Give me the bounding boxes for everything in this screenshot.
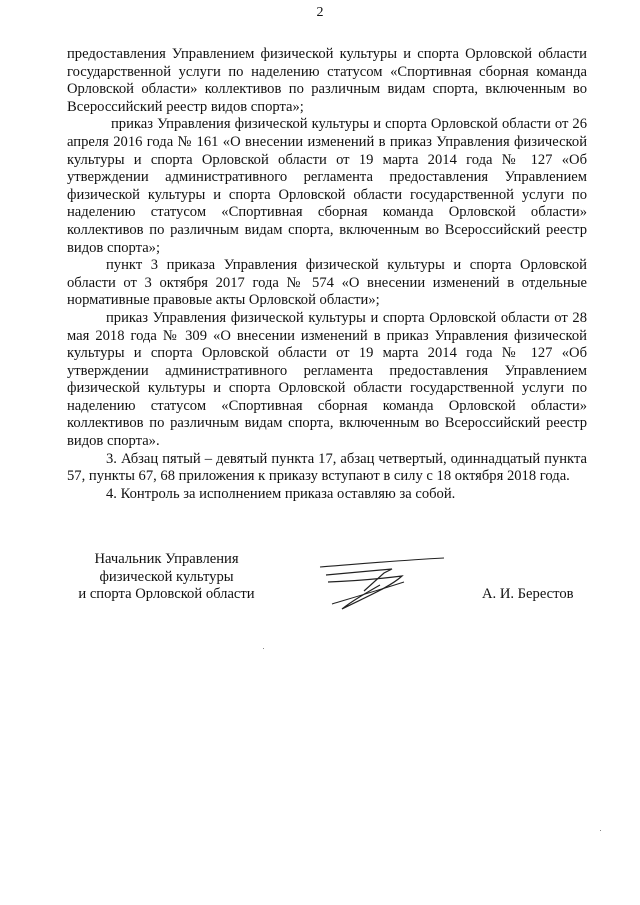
scan-speck [263,648,264,649]
paragraph-order-2016: приказ Управления физической культуры и спорта Орловской области от 26 апреля 2016 года № 161 «О внесении изменений в приказ Управления физической культуры и спорта Орловской области от 19 марта 2014 года № 127 «Об утверждении административного регламента предоставления Управлением физической культуры и спорта Орловской области государственной услуги по наделению статусом «Спортивная сборная команда Орловской области» коллективов по различным видам спорта, включенным во Всероссийский реестр видов спорта»; [67,116,587,256]
paragraph-item-4: 4. Контроль за исполнением приказа оставляю за собой. [106,485,456,502]
paragraph-continuation: предоставления Управлением физической культуры и спорта Орловской области государственной услуги по наделению статусом «Спортивная сборная команда Орловской области» коллективов по различным видам спорта, включенным во Всероссийский реестр видов спорта»; [67,46,587,115]
scan-speck [600,830,601,831]
signer-title [64,551,269,604]
paragraph-order-2017: пункт 3 приказа Управления физической культуры и спорта Орловской области от 3 октября 2017 года № 574 «О внесении изменений в отдельные нормативные правовые акты Орловской области»; [67,257,587,309]
signer-title-line: физической культуры [99,568,234,585]
signer-title-line: и спорта Орловской области [78,586,255,603]
paragraph-order-2018: приказ Управления физической культуры и спорта Орловской области от 28 мая 2018 года № 309 «О внесении изменений в приказ Управления физической культуры и спорта Орловской области от 19 марта 2014 года № 127 «Об утверждении административного регламента предоставления Управлением физической культуры и спорта Орловской области государственной услуги по наделению статусом «Спортивная сборная команда Орловской области» коллективов по различным видам спорта, включенным во Всероссийский реестр видов спорта». [67,309,587,450]
document-body [67,46,587,503]
signature-block [0,551,640,621]
page-number: 2 [316,5,324,20]
signer-name: А. И. Берестов [482,586,574,602]
signer-title-line: Начальник Управления [94,551,239,567]
paragraph-item-3: 3. Абзац пятый – девятый пункта 17, абзац четвертый, одиннадцатый пункта 57, пункты 67, 68 приложения к приказу вступают в силу с 18 октября 2018 года. [67,450,587,485]
handwritten-signature [318,555,448,613]
